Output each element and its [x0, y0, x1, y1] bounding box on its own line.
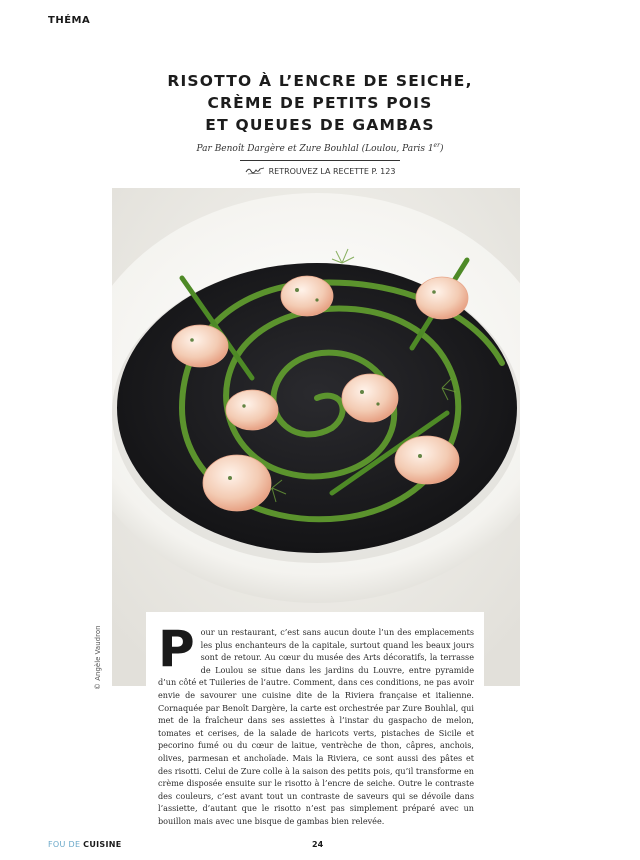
magazine-brand	[48, 840, 122, 849]
article-body: our un restaurant, c’est sans aucun doute l’un des emplacements les plus enchanteurs de la capitale, surtout quand les beaux jours sont de retour. Au cœur du musée des Arts décoratifs, la terrasse de Loulou se situe dans les jardins du Louvre, entre pyramide d’un côté et Tuileries de l’autre. Comment, dans ces conditions, ne pas avoir envie de savourer une cuisine dite de la Riviera française et italienne. Cornaquée par Benoît Dargère, la carte est orchestrée par Zure Bouhlal, qui met de la fraîcheur dans ses assiettes à l’instar du gaspacho de melon, tomates et cerises, de la salade de haricots verts, pistaches de Sicile et pecorino fumé ou du cœur de laitue, ventrèche de thon, câpres, anchois, olives, parmesan et anchoïade. Mais la Riviera, ce sont aussi des pâtes et des risotti. Celui de Zure colle à la saison des petits pois, qu’il transforme en crème disposée ensuite sur le risotto à l’encre de seiche. Outre le contraste des couleurs, c’est avant tout un contraste de saveurs qui se dévoile dans l’assiette, d’autant que le risotto n’est pas simplement préparé avec un bouillon mais avec une bisque de gambas bien relevée.	[158, 627, 474, 826]
byline	[110, 142, 530, 154]
pen-signature-icon	[245, 166, 265, 177]
page-number: 24	[312, 840, 324, 849]
byline-text: Par Benoît Dargère et Zure Bouhlal (Loulou, Paris 1	[196, 144, 434, 154]
byline-close: )	[439, 144, 444, 154]
title-line-3: ET QUEUES DE GAMBAS	[205, 116, 435, 134]
title-rule	[240, 160, 400, 161]
title-line-1: RISOTTO À L’ENCRE DE SEICHE,	[167, 72, 473, 90]
photo-credit: © Angèle Vaudron	[94, 625, 102, 690]
recipe-reference	[110, 166, 530, 177]
drop-cap: P	[158, 620, 195, 678]
article-text-box	[146, 612, 484, 830]
recipe-reference-text: RETROUVEZ LA RECETTE P. 123	[268, 167, 396, 176]
magazine-brand-part1: FOU DE	[48, 840, 84, 849]
byline-superscript: er	[433, 142, 440, 149]
section-tag: THÉMA	[48, 15, 91, 26]
title-line-2: CRÈME DE PETITS POIS	[207, 94, 433, 112]
magazine-brand-part2: CUISINE	[83, 840, 122, 849]
article-header	[110, 70, 530, 177]
